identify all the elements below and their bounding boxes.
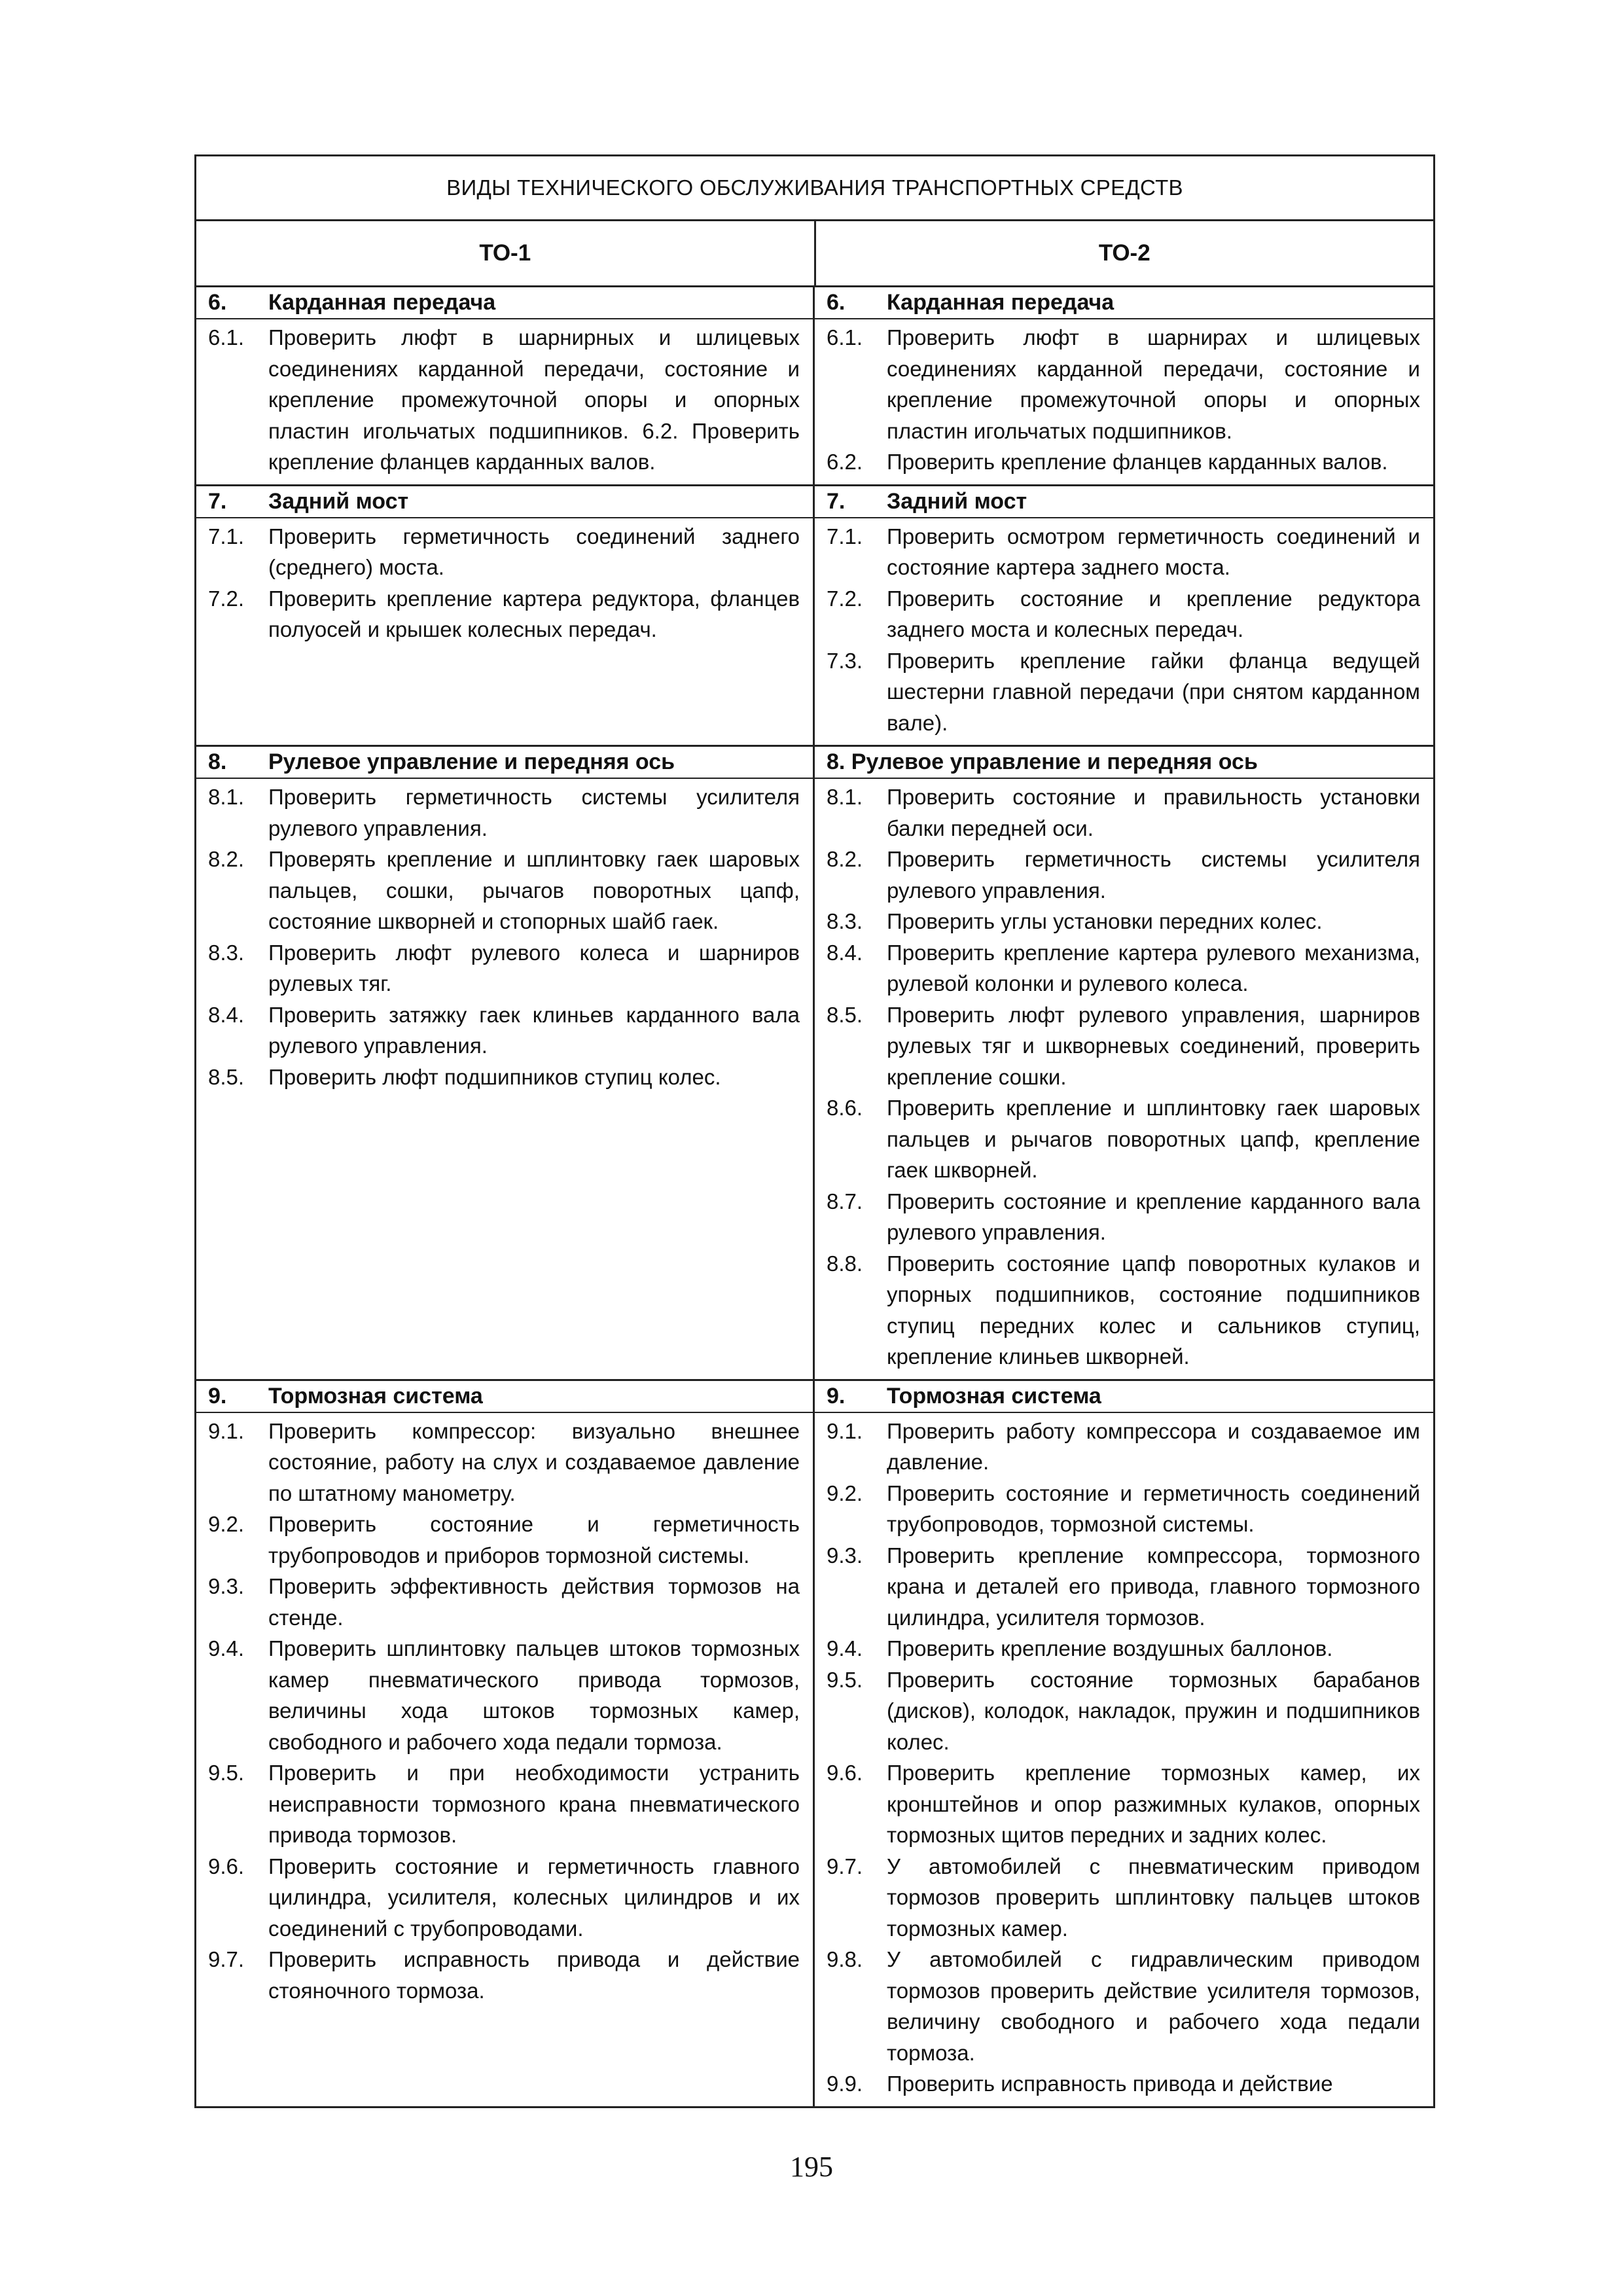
- item-number: 7.2.: [827, 586, 863, 611]
- item-text: Проверить углы установки передних колес.: [887, 909, 1323, 933]
- list-item: [208, 1633, 800, 1757]
- item-text: У автомобилей с гидравлическим приводом тормозов проверить действие усилителя тормозов, величину свободного и рабочего хода педали тормоза.: [887, 1947, 1420, 2065]
- item-text: Проверить состояние тормозных барабанов (дисков), колодок, накладок, пружин и подшипников колес.: [887, 1667, 1420, 1754]
- item-number: 9.7.: [827, 1854, 863, 1878]
- section-title: Рулевое управление и передняя ось: [268, 749, 675, 774]
- list-item: [827, 781, 1420, 844]
- item-text: Проверить исправность привода и действие стояночного тормоза.: [268, 1947, 800, 2003]
- item-number: 8.8.: [827, 1251, 863, 1276]
- item-text: Проверить крепление гайки фланца ведущей шестерни главной передачи (при снятом карданном вале).: [887, 648, 1420, 735]
- item-number: 6.2.: [827, 450, 863, 474]
- list-item: [827, 521, 1420, 583]
- item-list: [815, 779, 1433, 1379]
- item-number: 7.1.: [208, 524, 245, 548]
- section-heading: [196, 486, 813, 518]
- section-number: 6.: [827, 290, 846, 315]
- list-item: [208, 583, 800, 645]
- section-heading: [196, 287, 813, 319]
- table-body: [196, 287, 1433, 2106]
- list-item: [208, 844, 800, 937]
- item-text: Проверить люфт рулевого колеса и шарниров рулевых тяг.: [268, 940, 800, 996]
- list-item: [208, 1062, 800, 1093]
- item-list: [815, 1413, 1433, 2106]
- item-number: 6.1.: [827, 325, 863, 350]
- list-item: [827, 1248, 1420, 1372]
- item-list: [196, 319, 813, 484]
- item-number: 9.5.: [827, 1667, 863, 1692]
- item-number: 8.4.: [827, 940, 863, 965]
- list-item: [208, 1509, 800, 1571]
- section-cell-right: [815, 747, 1433, 1379]
- list-item: [827, 844, 1420, 906]
- item-text: Проверить исправность привода и действие: [887, 2072, 1333, 2096]
- item-number: 9.9.: [827, 2072, 863, 2096]
- list-item: [208, 1757, 800, 1851]
- section-title: Задний мост: [887, 488, 1027, 514]
- list-item: [827, 937, 1420, 999]
- item-text: Проверить люфт рулевого управления, шарниров рулевых тяг и шкворневых соединений, проверить крепление сошки.: [887, 1002, 1420, 1089]
- list-item: [827, 583, 1420, 645]
- section-number: 6.: [208, 290, 227, 315]
- list-item: [208, 1416, 800, 1509]
- table-title: ВИДЫ ТЕХНИЧЕСКОГО ОБСЛУЖИВАНИЯ ТРАНСПОРТНЫХ СРЕДСТВ: [196, 156, 1433, 221]
- item-text: Проверить крепление картера редуктора, фланцев полуосей и крышек колесных передач.: [268, 586, 800, 641]
- section-cell-left: [196, 1381, 815, 2106]
- item-number: 8.5.: [208, 1064, 245, 1089]
- item-number: 9.1.: [827, 1418, 863, 1443]
- item-text: Проверить люфт подшипников ступиц колес.: [268, 1064, 721, 1089]
- section-cell-right: [815, 287, 1433, 484]
- item-number: 9.6.: [827, 1761, 863, 1785]
- item-text: Проверить люфт в шарнирах и шлицевых соединениях карданной передачи, состояние и крепление промежуточной опоры и опорных пластин игольчатых подшипников.: [887, 325, 1420, 443]
- item-number: 8.2.: [208, 847, 245, 871]
- section-cell-right: [815, 1381, 1433, 2106]
- item-text: Проверить крепление фланцев карданных валов.: [887, 450, 1388, 474]
- section-heading: [196, 747, 813, 779]
- list-item: [827, 645, 1420, 739]
- list-item: [827, 322, 1420, 446]
- item-number: 7.1.: [827, 524, 863, 548]
- section-heading: [815, 287, 1433, 319]
- section-heading: [815, 1381, 1433, 1413]
- section-title: Задний мост: [268, 488, 409, 514]
- section-number: 9.: [827, 1383, 846, 1408]
- item-number: 8.2.: [827, 847, 863, 871]
- list-item: [208, 999, 800, 1062]
- section-heading: [815, 747, 1433, 779]
- list-item: [827, 446, 1420, 478]
- item-text: Проверить крепление воздушных баллонов.: [887, 1636, 1333, 1660]
- item-number: 9.7.: [208, 1947, 245, 1971]
- item-number: 8.5.: [827, 1002, 863, 1027]
- section-title: 8. Рулевое управление и передняя ось: [827, 749, 1258, 774]
- item-number: 9.2.: [208, 1512, 245, 1536]
- section-number: 7.: [208, 488, 227, 514]
- list-item: [208, 521, 800, 583]
- item-text: Проверить крепление картера рулевого механизма, рулевой колонки и рулевого колеса.: [887, 940, 1420, 996]
- item-number: 9.1.: [208, 1418, 245, 1443]
- section-heading: [196, 1381, 813, 1413]
- item-text: Проверить эффективность действия тормозов на стенде.: [268, 1574, 800, 1630]
- list-item: [827, 2068, 1420, 2100]
- page-number: 195: [790, 2151, 833, 2183]
- item-text: Проверить состояние и герметичность главного цилиндра, усилителя, колесных цилиндров и их соединений с трубопроводами.: [268, 1854, 800, 1941]
- item-text: Проверить состояние и правильность установки балки передней оси.: [887, 785, 1420, 840]
- item-list: [196, 1413, 813, 2013]
- item-number: 9.3.: [827, 1543, 863, 1568]
- section-row: [196, 747, 1433, 1381]
- list-item: [827, 1851, 1420, 1945]
- item-text: Проверить осмотром герметичность соединений и состояние картера заднего моста.: [887, 524, 1420, 579]
- item-text: Проверить состояние и крепление карданного вала рулевого управления.: [887, 1189, 1420, 1244]
- section-number: 7.: [827, 488, 846, 514]
- item-number: 8.3.: [827, 909, 863, 933]
- item-number: 9.6.: [208, 1854, 245, 1878]
- item-text: Проверить состояние и герметичность соединений трубопроводов, тормозной системы.: [887, 1480, 1420, 1536]
- item-text: Проверить состояние и крепление редуктора заднего моста и колесных передач.: [887, 586, 1420, 641]
- item-number: 8.3.: [208, 940, 245, 965]
- list-item: [827, 999, 1420, 1093]
- column-header-to2: ТО-2: [1098, 240, 1150, 266]
- section-cell-right: [815, 486, 1433, 745]
- item-text: Проверить состояние цапф поворотных кулаков и упорных подшипников, состояние подшипников ступиц передних колес и сальников ступиц, крепление клиньев шкворней.: [887, 1251, 1420, 1369]
- item-number: 9.5.: [208, 1761, 245, 1785]
- section-title: Карданная передача: [887, 290, 1115, 315]
- item-number: 8.4.: [208, 1002, 245, 1027]
- list-item: [208, 1571, 800, 1633]
- list-item: [827, 1664, 1420, 1758]
- list-item: [208, 937, 800, 999]
- item-number: 9.2.: [827, 1480, 863, 1505]
- item-text: Проверить крепление компрессора, тормозного крана и деталей его привода, главного тормозного цилиндра, усилителя тормозов.: [887, 1543, 1420, 1630]
- list-item: [827, 1633, 1420, 1664]
- item-text: Проверить и при необходимости устранить неисправности тормозного крана пневматического привода тормозов.: [268, 1761, 800, 1847]
- section-heading: [815, 486, 1433, 518]
- column-headers: [196, 221, 1433, 287]
- list-item: [208, 1944, 800, 2006]
- item-text: Проверить герметичность системы усилителя рулевого управления.: [887, 847, 1420, 903]
- maintenance-table: [194, 154, 1435, 2108]
- item-text: Проверить шплинтовку пальцев штоков тормозных камер пневматического привода тормозов, величины хода штоков тормозных камер, свободного и рабочего хода педали тормоза.: [268, 1636, 800, 1754]
- item-number: 7.2.: [208, 586, 245, 611]
- item-number: 8.1.: [827, 785, 863, 809]
- item-text: Проверить крепление тормозных камер, их кронштейнов и опор разжимных кулаков, опорных тормозных щитов передних и задних колес.: [887, 1761, 1420, 1847]
- section-title: Тормозная система: [268, 1383, 483, 1408]
- list-item: [208, 781, 800, 844]
- list-item: [827, 1186, 1420, 1248]
- item-text: Проверить герметичность соединений заднего (среднего) моста.: [268, 524, 800, 579]
- item-text: Проверять крепление и шплинтовку гаек шаровых пальцев, сошки, рычагов поворотных цапф, состояние шкворней и стопорных шайб гаек.: [268, 847, 800, 933]
- list-item: [827, 1757, 1420, 1851]
- item-text: Проверить крепление и шплинтовку гаек шаровых пальцев и рычагов поворотных цапф, крепление гаек шкворней.: [887, 1096, 1420, 1182]
- item-list: [196, 518, 813, 652]
- section-number: 9.: [208, 1383, 227, 1408]
- item-text: У автомобилей с пневматическим приводом тормозов проверить шплинтовку пальцев штоков тормозных камер.: [887, 1854, 1420, 1941]
- section-title: Карданная передача: [268, 290, 496, 315]
- list-item: [208, 1851, 800, 1945]
- item-number: 6.1.: [208, 325, 245, 350]
- item-number: 7.3.: [827, 648, 863, 673]
- list-item: [827, 1478, 1420, 1540]
- section-number: 8.: [208, 749, 227, 774]
- section-row: [196, 287, 1433, 486]
- item-number: 8.7.: [827, 1189, 863, 1213]
- item-number: 9.4.: [208, 1636, 245, 1660]
- list-item: [827, 1092, 1420, 1186]
- item-text: Проверить состояние и герметичность трубопроводов и приборов тормозной системы.: [268, 1512, 800, 1568]
- item-number: 9.8.: [827, 1947, 863, 1971]
- section-cell-left: [196, 287, 815, 484]
- section-title: Тормозная система: [887, 1383, 1101, 1408]
- item-text: Проверить люфт в шарнирных и шлицевых соединениях карданной передачи, состояние и крепление промежуточной опоры и опорных пластин игольчатых подшипников. 6.2. Проверить крепление фланцев карданных валов.: [268, 325, 800, 474]
- list-item: [827, 906, 1420, 937]
- section-cell-left: [196, 486, 815, 745]
- list-item: [827, 1944, 1420, 2068]
- column-header-to1: ТО-1: [196, 221, 816, 285]
- section-row: [196, 486, 1433, 747]
- item-number: 8.6.: [827, 1096, 863, 1120]
- list-item: [208, 322, 800, 478]
- item-number: 9.3.: [208, 1574, 245, 1598]
- item-number: 8.1.: [208, 785, 245, 809]
- item-text: Проверить герметичность системы усилителя рулевого управления.: [268, 785, 800, 840]
- item-text: Проверить работу компрессора и создаваемое им давление.: [887, 1418, 1420, 1474]
- item-text: Проверить компрессор: визуально внешнее состояние, работу на слух и создаваемое давление по штатному манометру.: [268, 1418, 800, 1505]
- item-text: Проверить затяжку гаек клиньев карданного вала рулевого управления.: [268, 1002, 800, 1058]
- item-list: [815, 518, 1433, 745]
- section-cell-left: [196, 747, 815, 1379]
- item-number: 9.4.: [827, 1636, 863, 1660]
- section-row: [196, 1381, 1433, 2106]
- item-list: [815, 319, 1433, 484]
- list-item: [827, 1416, 1420, 1478]
- list-item: [827, 1540, 1420, 1634]
- item-list: [196, 779, 813, 1099]
